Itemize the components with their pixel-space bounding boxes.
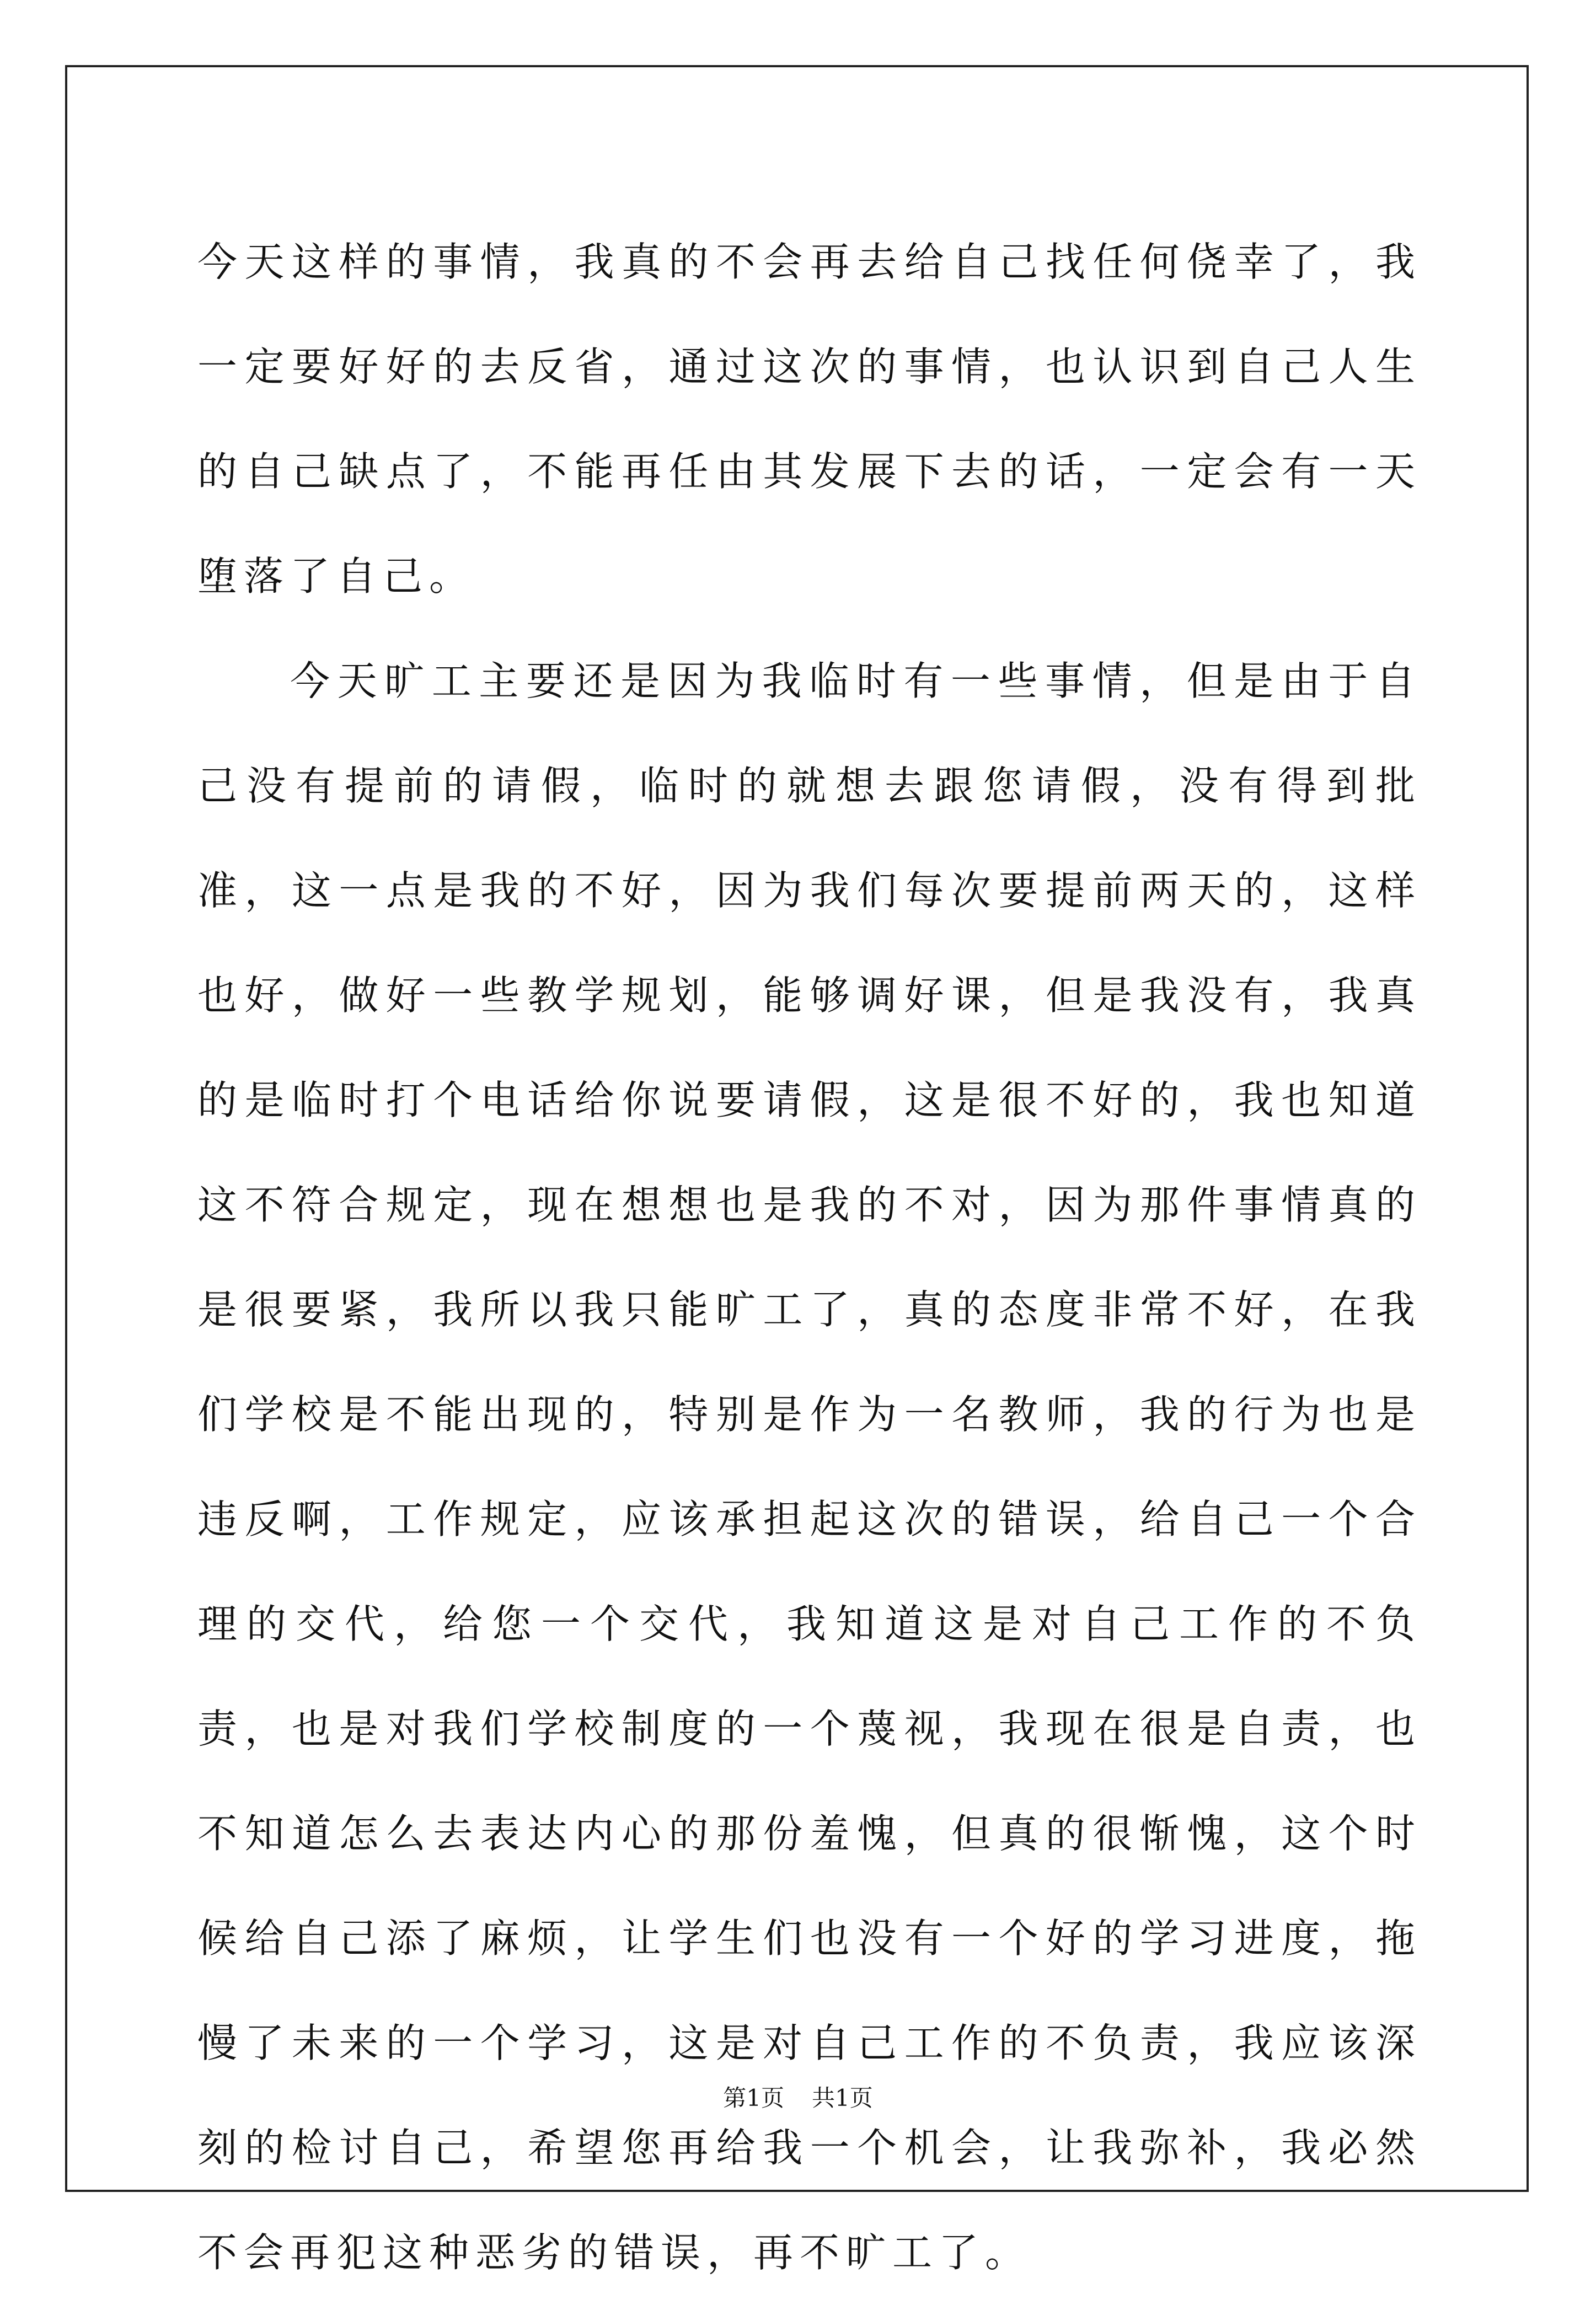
page-number-total: 共1页 xyxy=(812,2084,873,2111)
paragraph-1: 今天这样的事情，我真的不会再去给自己找任何侥幸了，我一定要好好的去反省，通过这次的事情，也认识到自己人生的自己缺点了，不能再任由其发展下去的话，一定会有一天堕落了自己。 xyxy=(197,239,1422,599)
page-footer xyxy=(0,2082,1596,2115)
page-number-current: 第1页 xyxy=(723,2084,784,2111)
document-body xyxy=(197,210,1422,2305)
paragraph-2: 今天旷工主要还是因为我临时有一些事情，但是由于自己没有提前的请假，临时的就想去跟您请假，没有得到批准，这一点是我的不好，因为我们每次要提前两天的，这样也好，做好一些教学规划，能够调好课，但是我没有，我真的是临时打个电话给你说要请假，这是很不好的，我也知道这不符合规定，现在想想也是我的不对，因为那件事情真的是很要紧，我所以我只能旷工了，真的态度非常不好，在我们学校是不能出现的，特别是作为一名教师，我的行为也是违反啊，工作规定，应该承担起这次的错误，给自己一个合理的交代，给您一个交代，我知道这是对自己工作的不负责，也是对我们学校制度的一个蔑视，我现在很是自责，也不知道怎么去表达内心的那份羞愧，但真的很惭愧，这个时候给自己添了麻烦，让学生们也没有一个好的学习进度，拖慢了未来的一个学习，这是对自己工作的不负责，我应该深刻的检讨自己，希望您再给我一个机会，让我弥补，我必然不会再犯这种恶劣的错误，再不旷工了。 xyxy=(197,658,1422,2276)
